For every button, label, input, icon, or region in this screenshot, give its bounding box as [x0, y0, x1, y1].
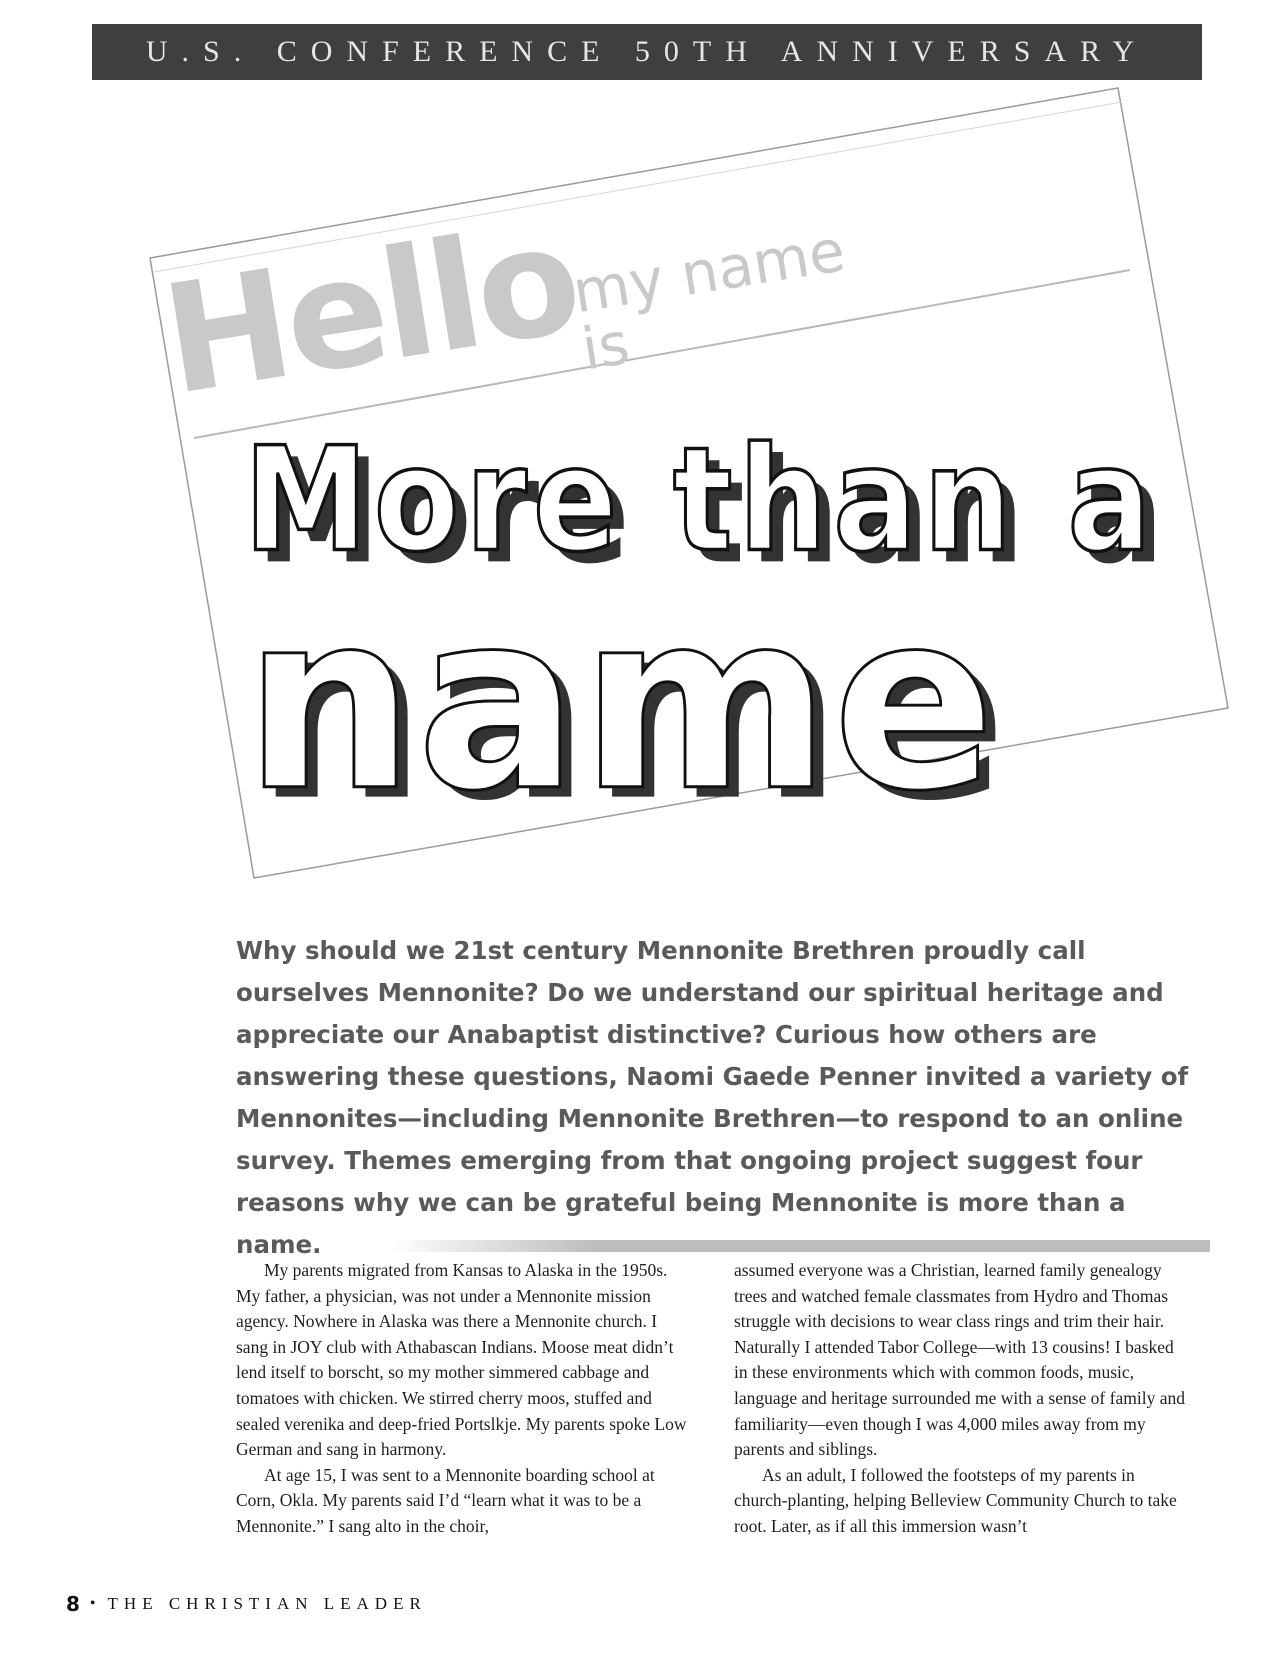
headline-line-1: More than a — [244, 416, 1158, 584]
page-footer — [66, 1592, 427, 1616]
body-paragraph: As an adult, I followed the footsteps of my parents in church-planting, helping Belleview Community Church to take root. Later, as if all this immersion wasn’t — [734, 1464, 1177, 1536]
my-name-is-text: my name is — [568, 216, 850, 384]
section-divider — [390, 1240, 1210, 1252]
body-paragraph: At age 15, I was sent to a Mennonite boarding school at Corn, Okla. My parents said I’d “learn what it was to be a Mennonite.” I sang alto in the choir, — [236, 1464, 655, 1536]
banner-text: U.S. CONFERENCE 50TH ANNIVERSARY — [145, 35, 1149, 68]
publication-name: THE CHRISTIAN LEADER — [107, 1594, 427, 1613]
page-number: 8 — [66, 1592, 80, 1616]
body-paragraph: My parents migrated from Kansas to Alaska in the 1950s. My father, a physician, was not under a Mennonite mission agency. Nowhere in Alaska was there a Mennonite church. I sang in JOY club with Athabascan Indians. Moose meat didn’t lend itself to borscht, so my mother simmered cabbage and tomatoes with chicken. We stirred cherry moos, stuffed and sealed verenika and deep-fried Portslkje. My parents spoke Low German and sang in harmony. — [236, 1260, 687, 1460]
hello-text: Hello — [152, 192, 589, 429]
footer-bullet: • — [89, 1595, 96, 1612]
body-paragraph-continued: assumed everyone was a Christian, learned family genealogy trees and watched female classmates from Hydro and Thomas struggle with decisions to wear class rings and trim their hair. Naturally I attended Tabor College—with 13 cousins! I basked in these environments which with common foods, music, language and heritage surrounded me with a sense of family and familiarity—even though I was 4,000 miles away from my parents and siblings. — [734, 1260, 1185, 1460]
body-column-left — [236, 1258, 691, 1540]
body-column-right — [734, 1258, 1189, 1540]
article-dek: Why should we 21st century Mennonite Brethren proudly call ourselves Mennonite? Do we understand our spiritual heritage and appreciate our Anabaptist distinctive? Curious how others are answering these questions, Naomi Gaede Penner invited a variety of Mennonites—including Mennonite Brethren—to respond to an online survey. Themes emerging from that ongoing project suggest four reasons why we can be grateful being Mennonite is more than a name. — [236, 936, 1189, 1259]
headline-line-2: name — [244, 559, 998, 845]
